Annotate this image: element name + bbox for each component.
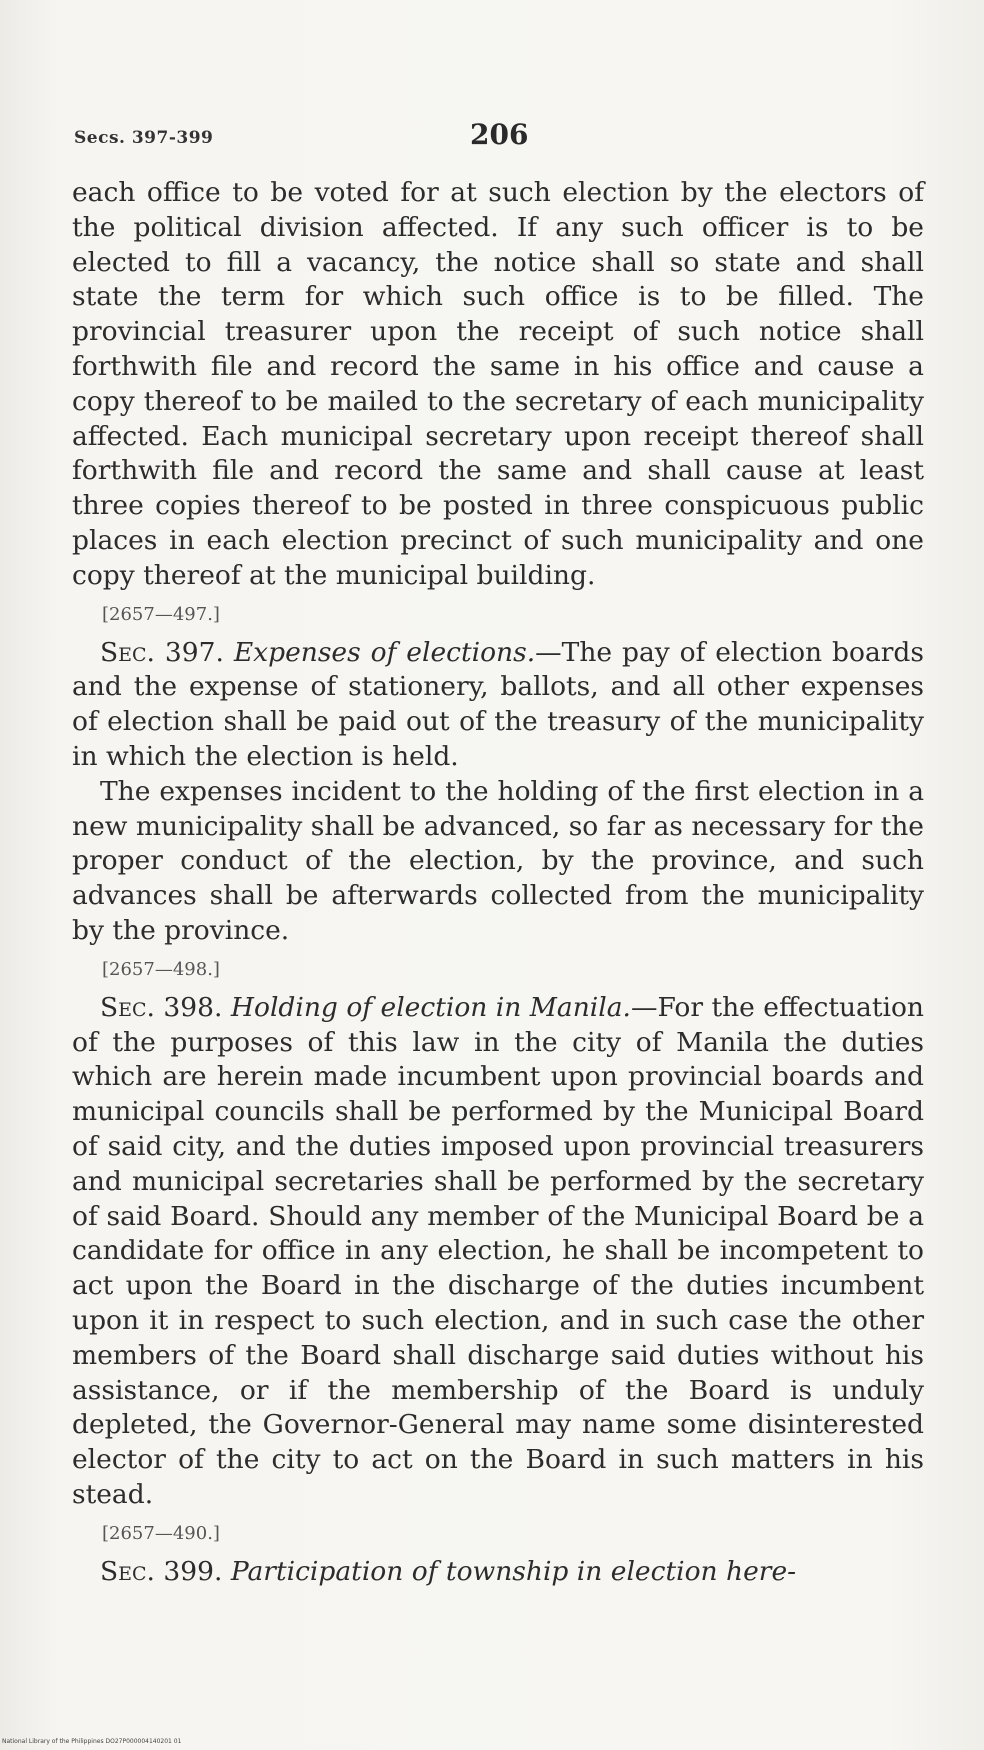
section-399 [72,1555,924,1590]
section-397-paragraph-2: The expenses incident to the holding of the first election in a new municipality shall be advanced, so far as necessary for the proper conduct of the election, by the province, and such advances shall be afterwards collected from the municipality by the province. [72,775,924,946]
section-399-title: Participation of township in election here- [230,1555,797,1587]
body-text [72,176,924,1589]
section-398 [72,991,924,1513]
section-398-text: —For the effectuation of the purposes of this law in the city of Manila the duties which are herein made incumbent upon provincial boards and municipal councils shall be performed by the Municipal Board of said city, and the duties imposed upon provincial treasurers and municipal secretaries shall be performed by the secretary of said Board. Should any member of the Municipal Board be a candidate for office in any election, he shall be incompetent to act upon the Board in the discharge of the duties incumbent upon it in respect to such election, and in such case the other members of the Board shall discharge said duties without his assistance, or if the membership of the Board is unduly depleted, the Governor-General may name some disinterested elector of the city to act on the Board in such matters in his stead. [72,991,924,1510]
section-397 [72,636,924,775]
section-397-title: Expenses of elections. [233,636,536,668]
intro-paragraph: each office to be voted for at such election by the electors of the political division affected. If any such officer is to be elected to fill a vacancy, the notice shall so state and shall state the term for which such office is to be filled. The provincial treasurer upon the receipt of such notice shall forthwith file and record the same in his office and cause a copy thereof to be mailed to the secretary of each municipality affected. Each municipal secretary upon receipt thereof shall forthwith file and record the same and shall cause at least three copies thereof to be posted in three conspicuous public places in each election precinct of such municipality and one copy thereof at the municipal building. [72,177,924,591]
section-range: Secs. 397-399 [74,128,214,148]
section-398-label: Sec. 398. [100,991,223,1023]
section-399-label: Sec. 399. [100,1555,223,1587]
section-397-text: —The pay of election boards and the expense of stationery, ballots, and all other expenses of election shall be paid out of the treasury of the municipality in which the election is held. [72,636,924,772]
page-number: 206 [470,118,529,151]
reference-497: [2657—497.] [102,603,220,625]
page-header [74,118,924,158]
archive-footer: National Library of the Philippines DO27P000004140201 01 [2,1738,182,1745]
reference-490: [2657—490.] [102,1522,220,1544]
section-398-title: Holding of election in Manila. [230,991,631,1023]
reference-498: [2657—498.] [102,958,220,980]
section-397-label: Sec. 397. [100,636,224,668]
